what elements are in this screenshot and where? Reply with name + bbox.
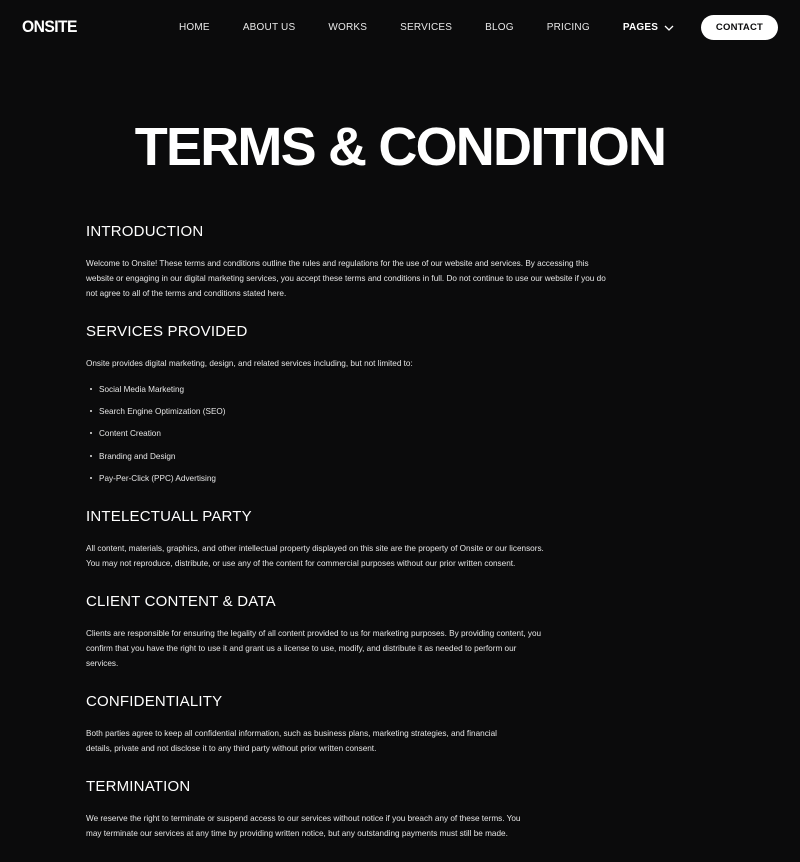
list-item: Pay-Per-Click (PPC) Advertising [86, 471, 626, 486]
list-item: Content Creation [86, 426, 626, 441]
nav-pricing[interactable]: PRICING [546, 22, 590, 33]
section-title: CLIENT CONTENT & DATA [86, 592, 276, 610]
site-logo[interactable]: ONSITE [22, 17, 77, 36]
section-confidentiality [86, 692, 626, 756]
services-list [86, 382, 626, 486]
section-title: INTRODUCTION [86, 223, 204, 240]
section-body: Onsite provides digital marketing, design, and related services including, but not limited to: [86, 359, 413, 368]
list-item: Search Engine Optimization (SEO) [86, 404, 626, 419]
section-client-content-data [86, 592, 626, 671]
section-title: INTELECTUALL PARTY [86, 507, 252, 525]
contact-button[interactable]: CONTACT [701, 15, 778, 40]
nav-blog[interactable]: BLOG [485, 22, 514, 33]
nav-services[interactable]: SERVICES [400, 22, 453, 33]
terms-content [86, 222, 626, 862]
list-item: Branding and Design [86, 449, 626, 464]
section-title: TERMINATION [86, 777, 191, 795]
site-header [0, 0, 800, 56]
chevron-down-icon [664, 24, 674, 32]
section-body: Clients are responsible for ensuring the legality of all content provided to us for marketing purposes. By providing content, you confirm that you have the right to use it and grant us a license to use, modify, and distribute it as needed to perform our services. [86, 628, 542, 668]
section-body: Welcome to Onsite! These terms and conditions outline the rules and regulations for the use of our website and services. By accessing this website or engaging in our digital marketing services, you accept these terms and conditions in full. Do not continue to use our website if you do not agree to all of the terms and conditions stated here. [86, 259, 606, 298]
section-body: Both parties agree to keep all confidential information, such as business plans, marketing strategies, and financial details, private and not disclose it to any third party without prior written consent. [86, 728, 497, 753]
page-title: TERMS & CONDITION [134, 117, 666, 177]
nav-pages-label: PAGES [622, 22, 659, 33]
section-intellectual-property [86, 507, 626, 571]
section-introduction [86, 222, 626, 301]
list-item: Social Media Marketing [86, 382, 626, 397]
nav-pages[interactable] [623, 22, 674, 33]
nav-works[interactable]: WORKS [328, 22, 368, 33]
nav-home[interactable]: HOME [179, 22, 210, 33]
section-body: We reserve the right to terminate or suspend access to our services without notice if you breach any of these terms. You may terminate our services at any time by providing written notice, but any outstanding payments must still be made. [86, 813, 521, 838]
section-title: SERVICES PROVIDED [86, 323, 248, 340]
section-body: All content, materials, graphics, and other intellectual property displayed on this site are the property of Onsite or our licensors. You may not reproduce, distribute, or use any of the content for commercial purposes without our prior written consent. [86, 543, 544, 568]
section-termination [86, 777, 626, 841]
nav-about-us[interactable]: ABOUT US [242, 22, 296, 33]
main-nav [179, 22, 707, 33]
section-title: CONFIDENTIALITY [86, 692, 223, 710]
section-services-provided [86, 322, 626, 486]
